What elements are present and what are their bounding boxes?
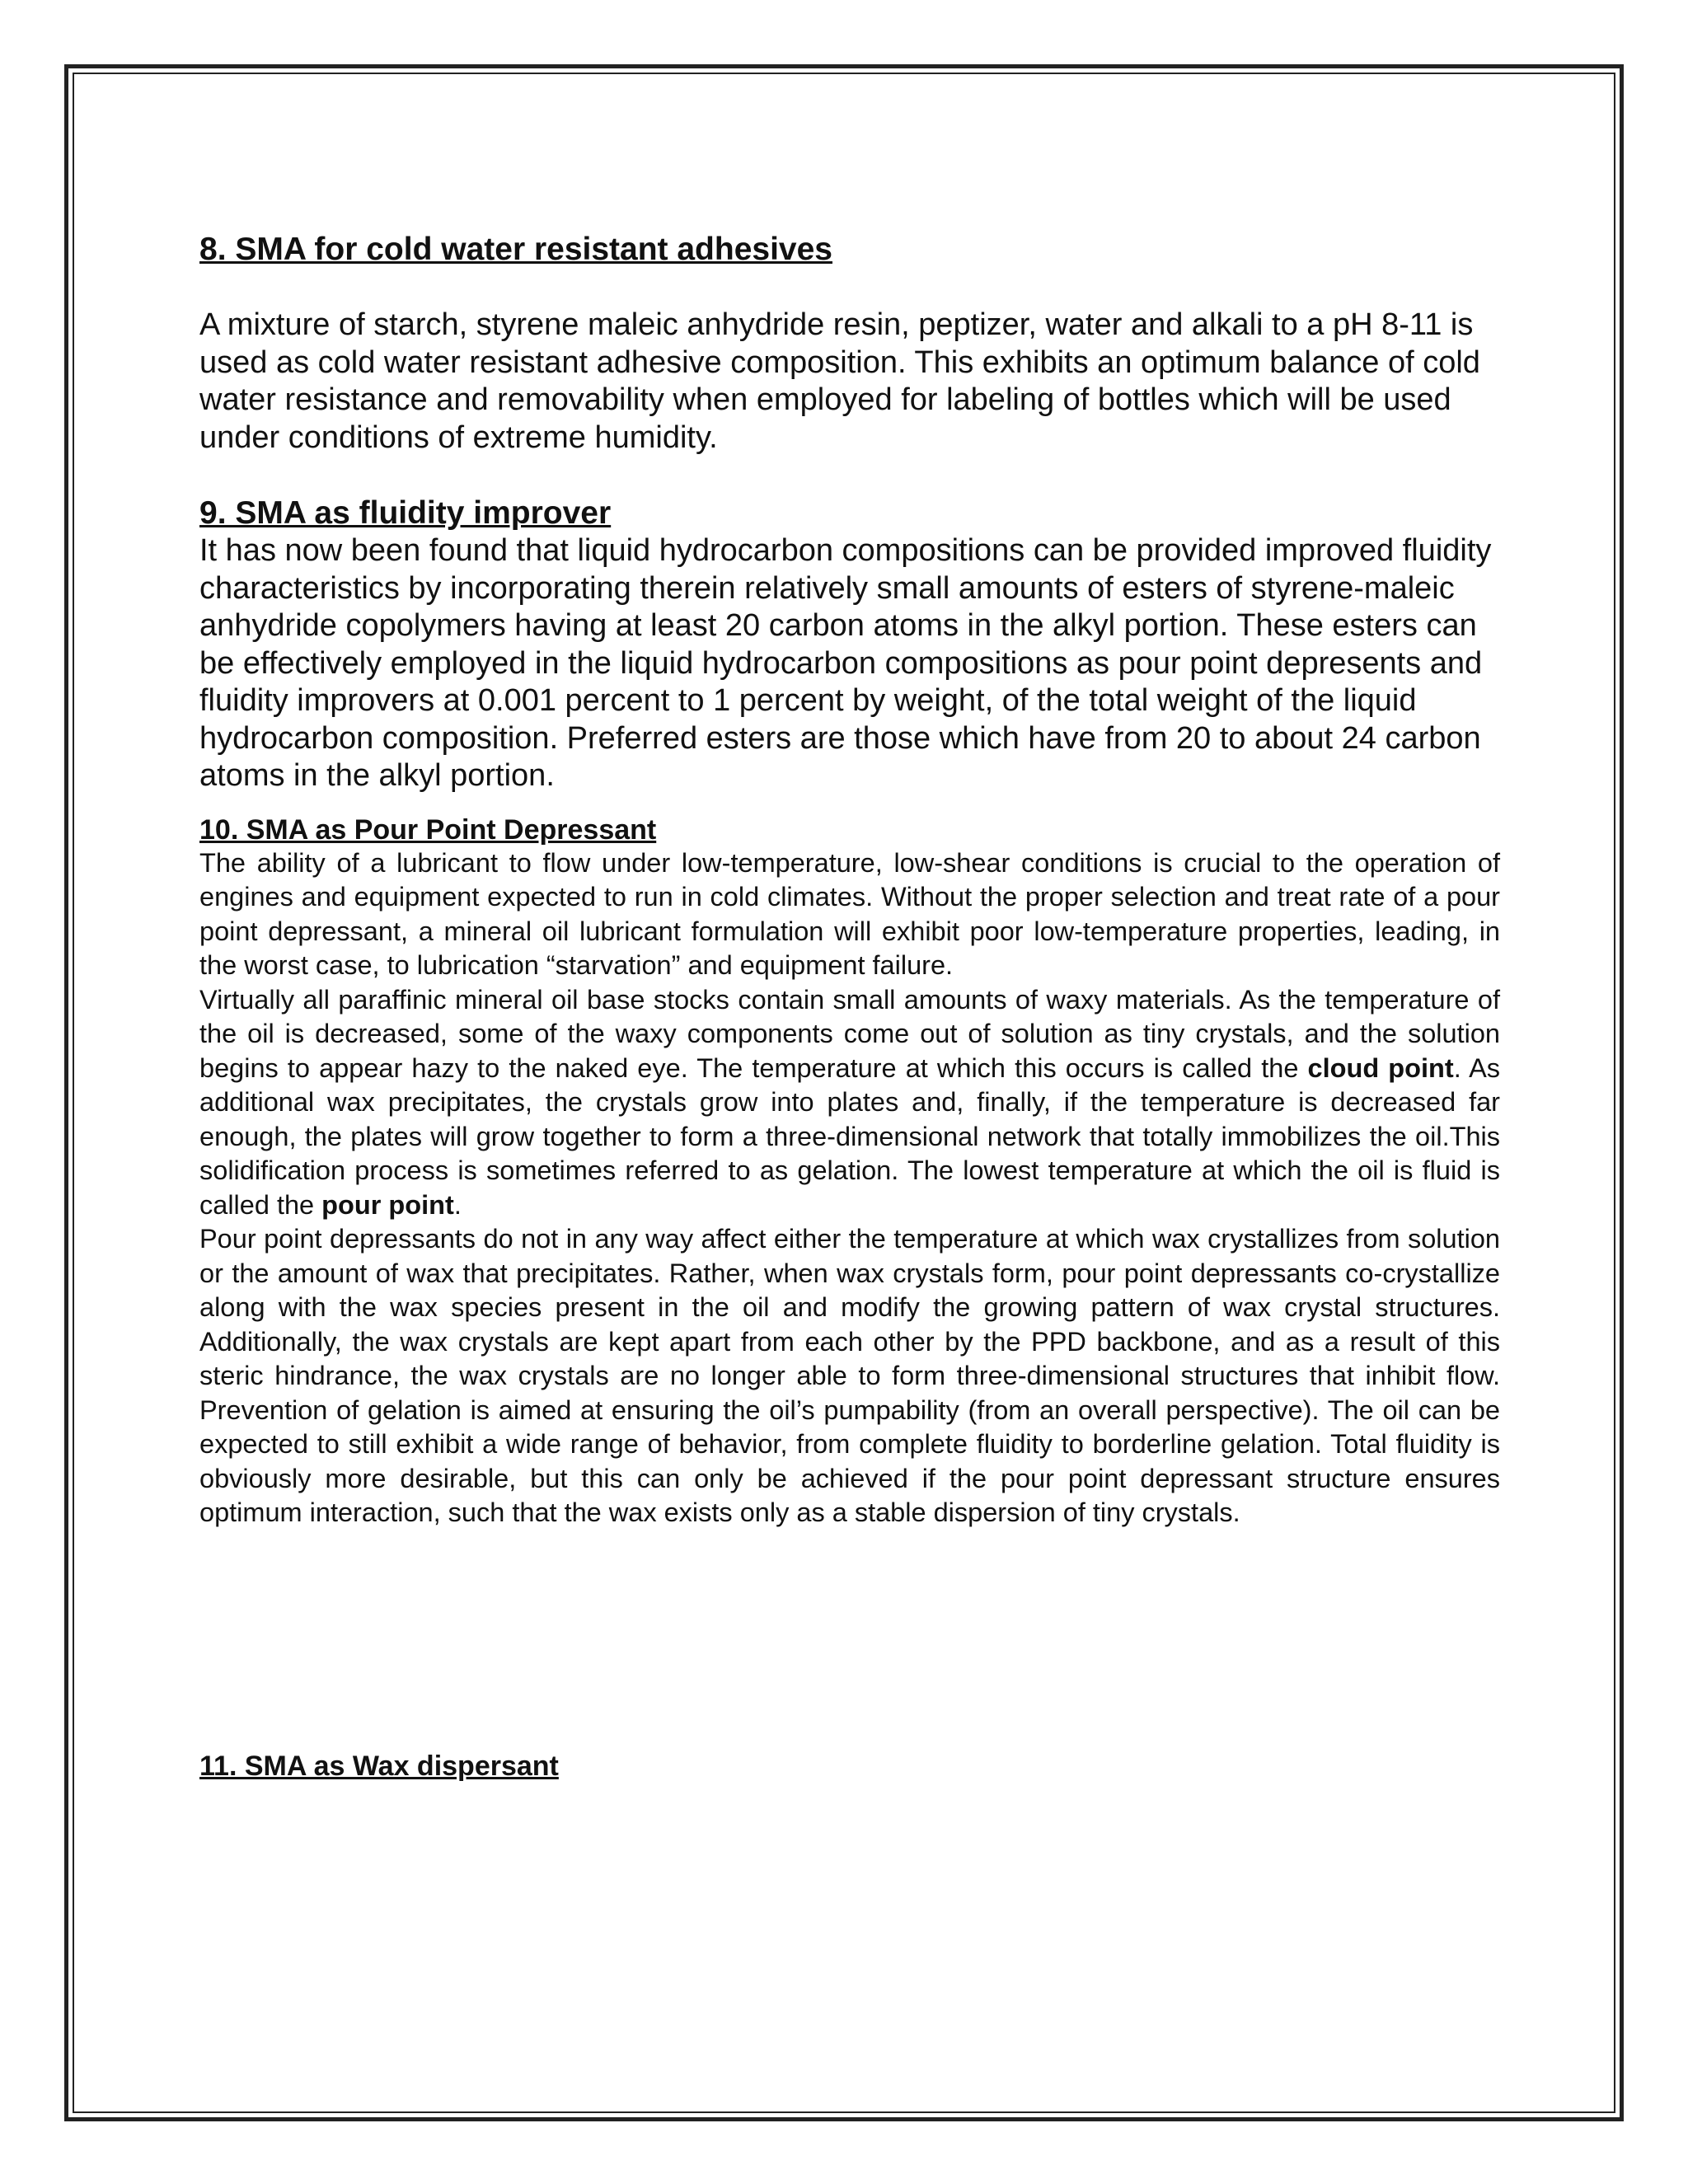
section-9-body: It has now been found that liquid hydrocarbon compositions can be provided improved fluidity characteristics by incorporating therein relatively small amounts of esters of styrene-maleic anhydride copolymers having at least 20 carbon atoms in the alkyl portion. These esters can be effectively employed in the liquid hydrocarbon compositions as pour point depresents and fluidity improvers at 0.001 percent to 1 percent by weight, of the total weight of the liquid hydrocarbon composition. Preferred esters are those which have from 20 to about 24 carbon atoms in the alkyl portion.	[199, 533, 1492, 793]
document-content	[199, 231, 1500, 1783]
section-9-heading: 9. SMA as fluidity improver	[199, 495, 612, 531]
section-10-paragraph-1: The ability of a lubricant to flow under low-temperature, low-shear conditions is crucial to the operation of engines and equipment expected to run in cold climates. Without the proper selection and treat rate of a pour point depressant, a mineral oil lubricant formulation will exhibit poor low-temperature properties, leading, in the worst case, to lubrication “starvation” and equipment failure.	[199, 847, 1500, 980]
section-8-body: A mixture of starch, styrene maleic anhydride resin, peptizer, water and alkali to a pH 8-11 is used as cold water resistant adhesive composition. This exhibits an optimum balance of cold water resistance and removability when employed for labeling of bottles which will be used under conditions of extreme humidity.	[199, 307, 1480, 455]
section-8-heading: 8. SMA for cold water resistant adhesives	[199, 232, 832, 267]
paragraph-2-text-b: . As additional wax precipitates, the crystals grow into plates and, finally, if the temperature is decreased far enough, the plates will grow together to form a three-dimensional network that totally immobilizes the oil.This solidification process is sometimes referred to as gelation. The lowest temperature at which the oil is fluid is called the	[199, 1052, 1500, 1220]
paragraph-2-text-c: .	[453, 1189, 462, 1220]
section-10-heading: 10. SMA as Pour Point Depressant	[199, 813, 657, 846]
section-10-paragraph-3: Pour point depressants do not in any way affect either the temperature at which wax crystallizes from solution or the amount of wax that precipitates. Rather, when wax crystals form, pour point depressants co-crystallize along with the wax species present in the oil and modify the growing pattern of wax crystal structures. Additionally, the wax crystals are kept apart from each other by the PPD backbone, and as a result of this steric hindrance, the wax crystals are no longer able to form three-dimensional structures that inhibit flow. Prevention of gelation is aimed at ensuring the oil’s pumpability (from an overall perspective). The oil can be expected to still exhibit a wide range of behavior, from complete fluidity to borderline gelation. Total fluidity is obviously more desirable, but this can only be achieved if the pour point depressant structure ensures optimum interaction, such that the wax exists only as a stable dispersion of tiny crystals.	[199, 1224, 1500, 1527]
cloud-point-term: cloud point	[1307, 1052, 1454, 1083]
pour-point-term: pour point	[321, 1189, 454, 1220]
paragraph-2-text-a: Virtually all paraffinic mineral oil base stocks contain small amounts of waxy materials. As the temperature of the oil is decreased, some of the waxy components come out of solution as tiny crystals, and the solution begins to appear hazy to the naked eye. The temperature at which this occurs is called the	[199, 984, 1500, 1083]
section-11-heading: 11. SMA as Wax dispersant	[199, 1750, 559, 1782]
section-10-paragraph-2	[199, 983, 1500, 1223]
